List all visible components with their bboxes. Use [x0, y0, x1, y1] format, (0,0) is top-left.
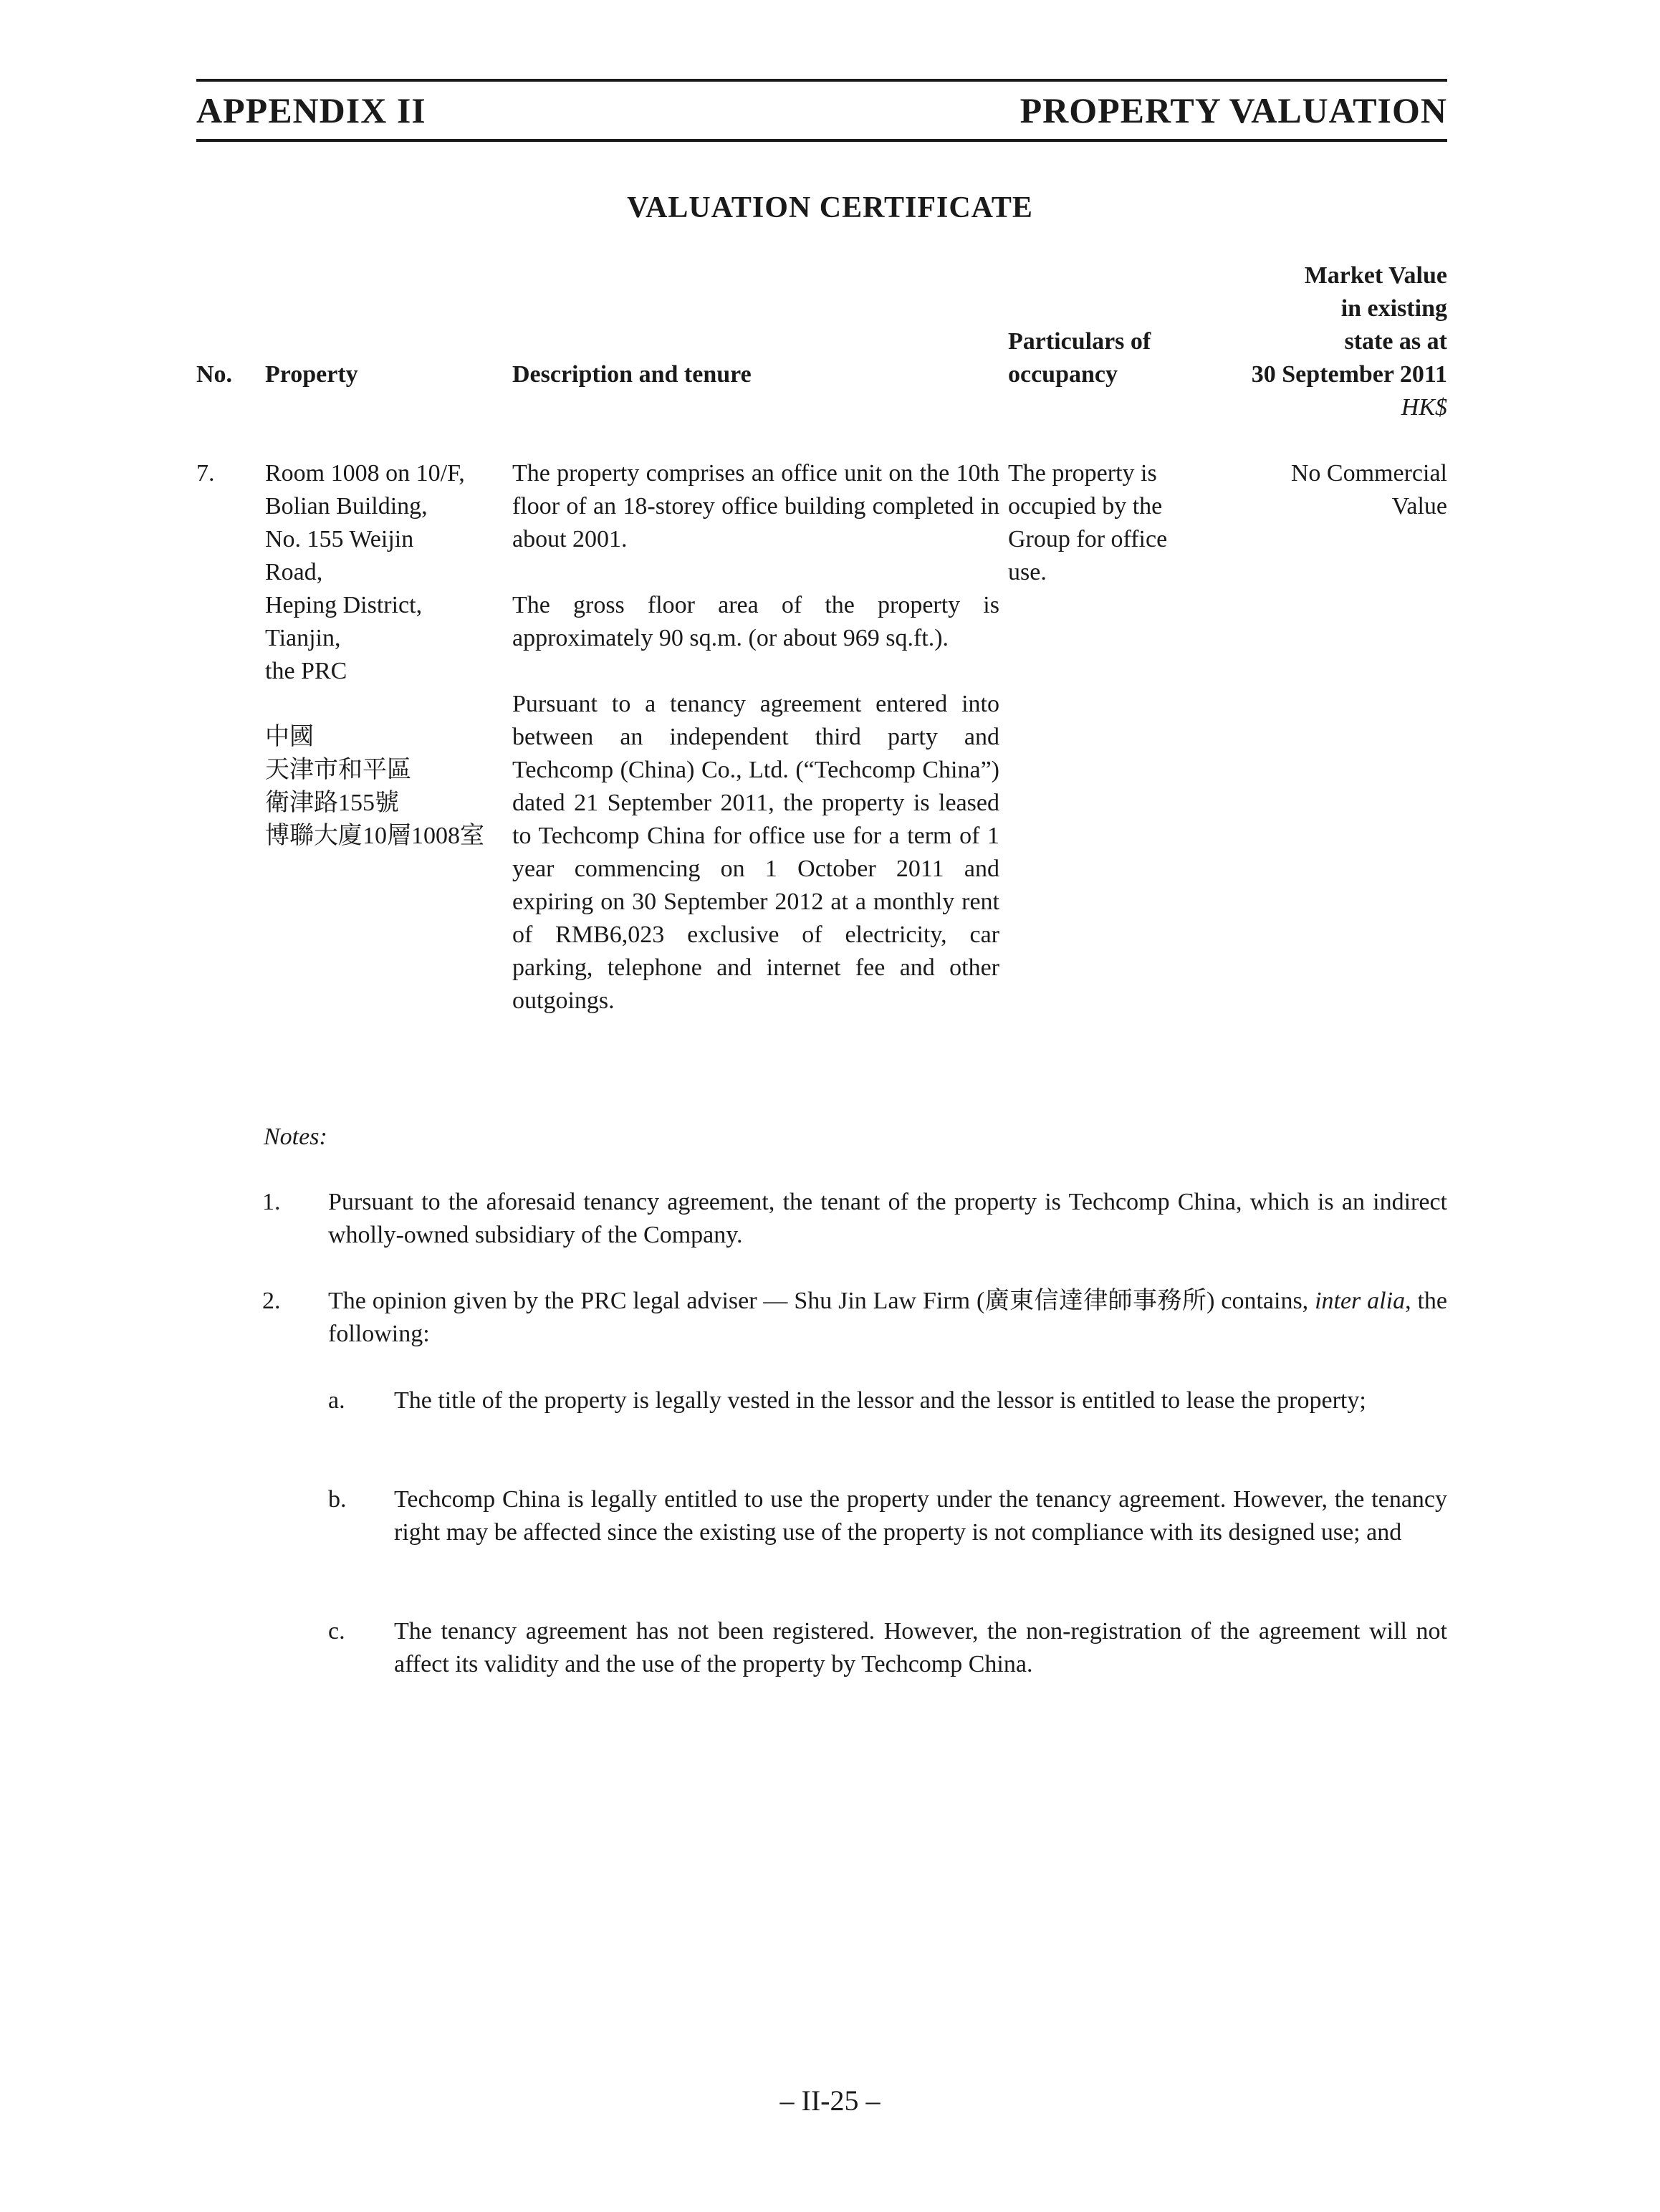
- address-line: Heping District,: [265, 592, 423, 618]
- note-text: Pursuant to the aforesaid tenancy agreement, the tenant of the property is Techcomp China, which is an indirect wholly-owned subsidiary of the Company.: [328, 1189, 1447, 1248]
- sub-note-letter: c.: [328, 1618, 345, 1644]
- appendix-label: APPENDIX II: [196, 90, 426, 130]
- address-line: Bolian Building,: [265, 493, 428, 520]
- header-line: in existing: [1340, 295, 1447, 322]
- note-text-part: , the following:: [328, 1288, 1448, 1347]
- description-paragraph: The gross floor area of the property is approximately 90 sq.m. (or about 969 sq.ft.).: [512, 592, 999, 651]
- header-bottom-rule: [196, 139, 1447, 142]
- sub-note-letter: b.: [328, 1486, 347, 1513]
- description-tenure: [512, 457, 999, 1050]
- address-line-cn: 博聯大廈10層1008室: [265, 823, 484, 849]
- occupancy-particulars: [1008, 457, 1216, 589]
- sub-note-text: The title of the property is legally vested in the lessor and the lessor is entitled to lease the property;: [394, 1387, 1366, 1414]
- property-address-chinese: [265, 721, 509, 853]
- address-line: Road,: [265, 559, 323, 585]
- note-text-italic: inter alia: [1315, 1288, 1406, 1314]
- header-line: occupancy: [1008, 361, 1118, 388]
- address-line-cn: 天津市和平區: [265, 757, 411, 783]
- note-number: 1.: [262, 1189, 281, 1215]
- notes-label: Notes:: [264, 1124, 327, 1150]
- sub-note-text: Techcomp China is legally entitled to use the property under the tenancy agreement. However, the tenancy right may be affected since the existing use of the property is not compliance with its designed use; and: [394, 1486, 1447, 1546]
- sub-note-letter: a.: [328, 1387, 345, 1414]
- property-address: [265, 457, 502, 688]
- address-line: the PRC: [265, 658, 347, 684]
- sub-note-text: The tenancy agreement has not been registered. However, the non-registration of the agreement will not affect its validity and the use of the property by Techcomp China.: [394, 1618, 1447, 1677]
- occupancy-line: Group for office: [1008, 526, 1168, 552]
- address-line: No. 155 Weijin: [265, 526, 414, 552]
- page-number: – II-25 –: [779, 2084, 881, 2117]
- occupancy-line: occupied by the: [1008, 493, 1163, 520]
- header-line: Particulars of: [1008, 328, 1151, 355]
- address-line-cn: 衛津路155號: [265, 790, 399, 816]
- note-number: 2.: [262, 1288, 281, 1314]
- occupancy-line: The property is: [1008, 460, 1157, 487]
- column-header-description: Description and tenure: [512, 361, 752, 388]
- certificate-title: VALUATION CERTIFICATE: [627, 191, 1033, 224]
- market-value-line: Value: [1391, 493, 1447, 520]
- market-value: [1232, 457, 1447, 523]
- header-line: 30 September 2011: [1251, 361, 1447, 388]
- note-text: [328, 1285, 1447, 1351]
- description-paragraph: Pursuant to a tenancy agreement entered into between an independent third party and Techcomp (China) Co., Ltd. (“Techcomp China”) dated 21 September 2011, the property is leased to Techcomp China for office use for a term of 1 year commencing on 1 October 2011 and expiring on 30 September 2012 at a monthly rent of RMB6,023 exclusive of electricity, car parking, telephone and internet fee and other outgoings.: [512, 691, 999, 1014]
- address-line: Room 1008 on 10/F,: [265, 460, 465, 487]
- row-number: 7.: [196, 460, 215, 487]
- address-line-cn: 中國: [265, 724, 314, 750]
- market-value-line: No Commercial: [1290, 460, 1447, 487]
- header-top-rule: [196, 79, 1447, 82]
- column-header-property: Property: [265, 361, 358, 388]
- description-paragraph: The property comprises an office unit on the 10th floor of an 18-storey office building completed in about 2001.: [512, 460, 999, 552]
- header-line: state as at: [1344, 328, 1447, 355]
- occupancy-line: use.: [1008, 559, 1047, 585]
- section-title: PROPERTY VALUATION: [1019, 90, 1447, 130]
- column-header-market-value: [1146, 259, 1447, 424]
- column-header-no: No.: [196, 361, 233, 388]
- currency-label: HK$: [1401, 394, 1447, 421]
- note-text-part: The opinion given by the PRC legal adviser — Shu Jin Law Firm (廣東信達律師事務所) contains,: [328, 1288, 1315, 1314]
- address-line: Tianjin,: [265, 625, 341, 651]
- header-line: Market Value: [1304, 262, 1447, 289]
